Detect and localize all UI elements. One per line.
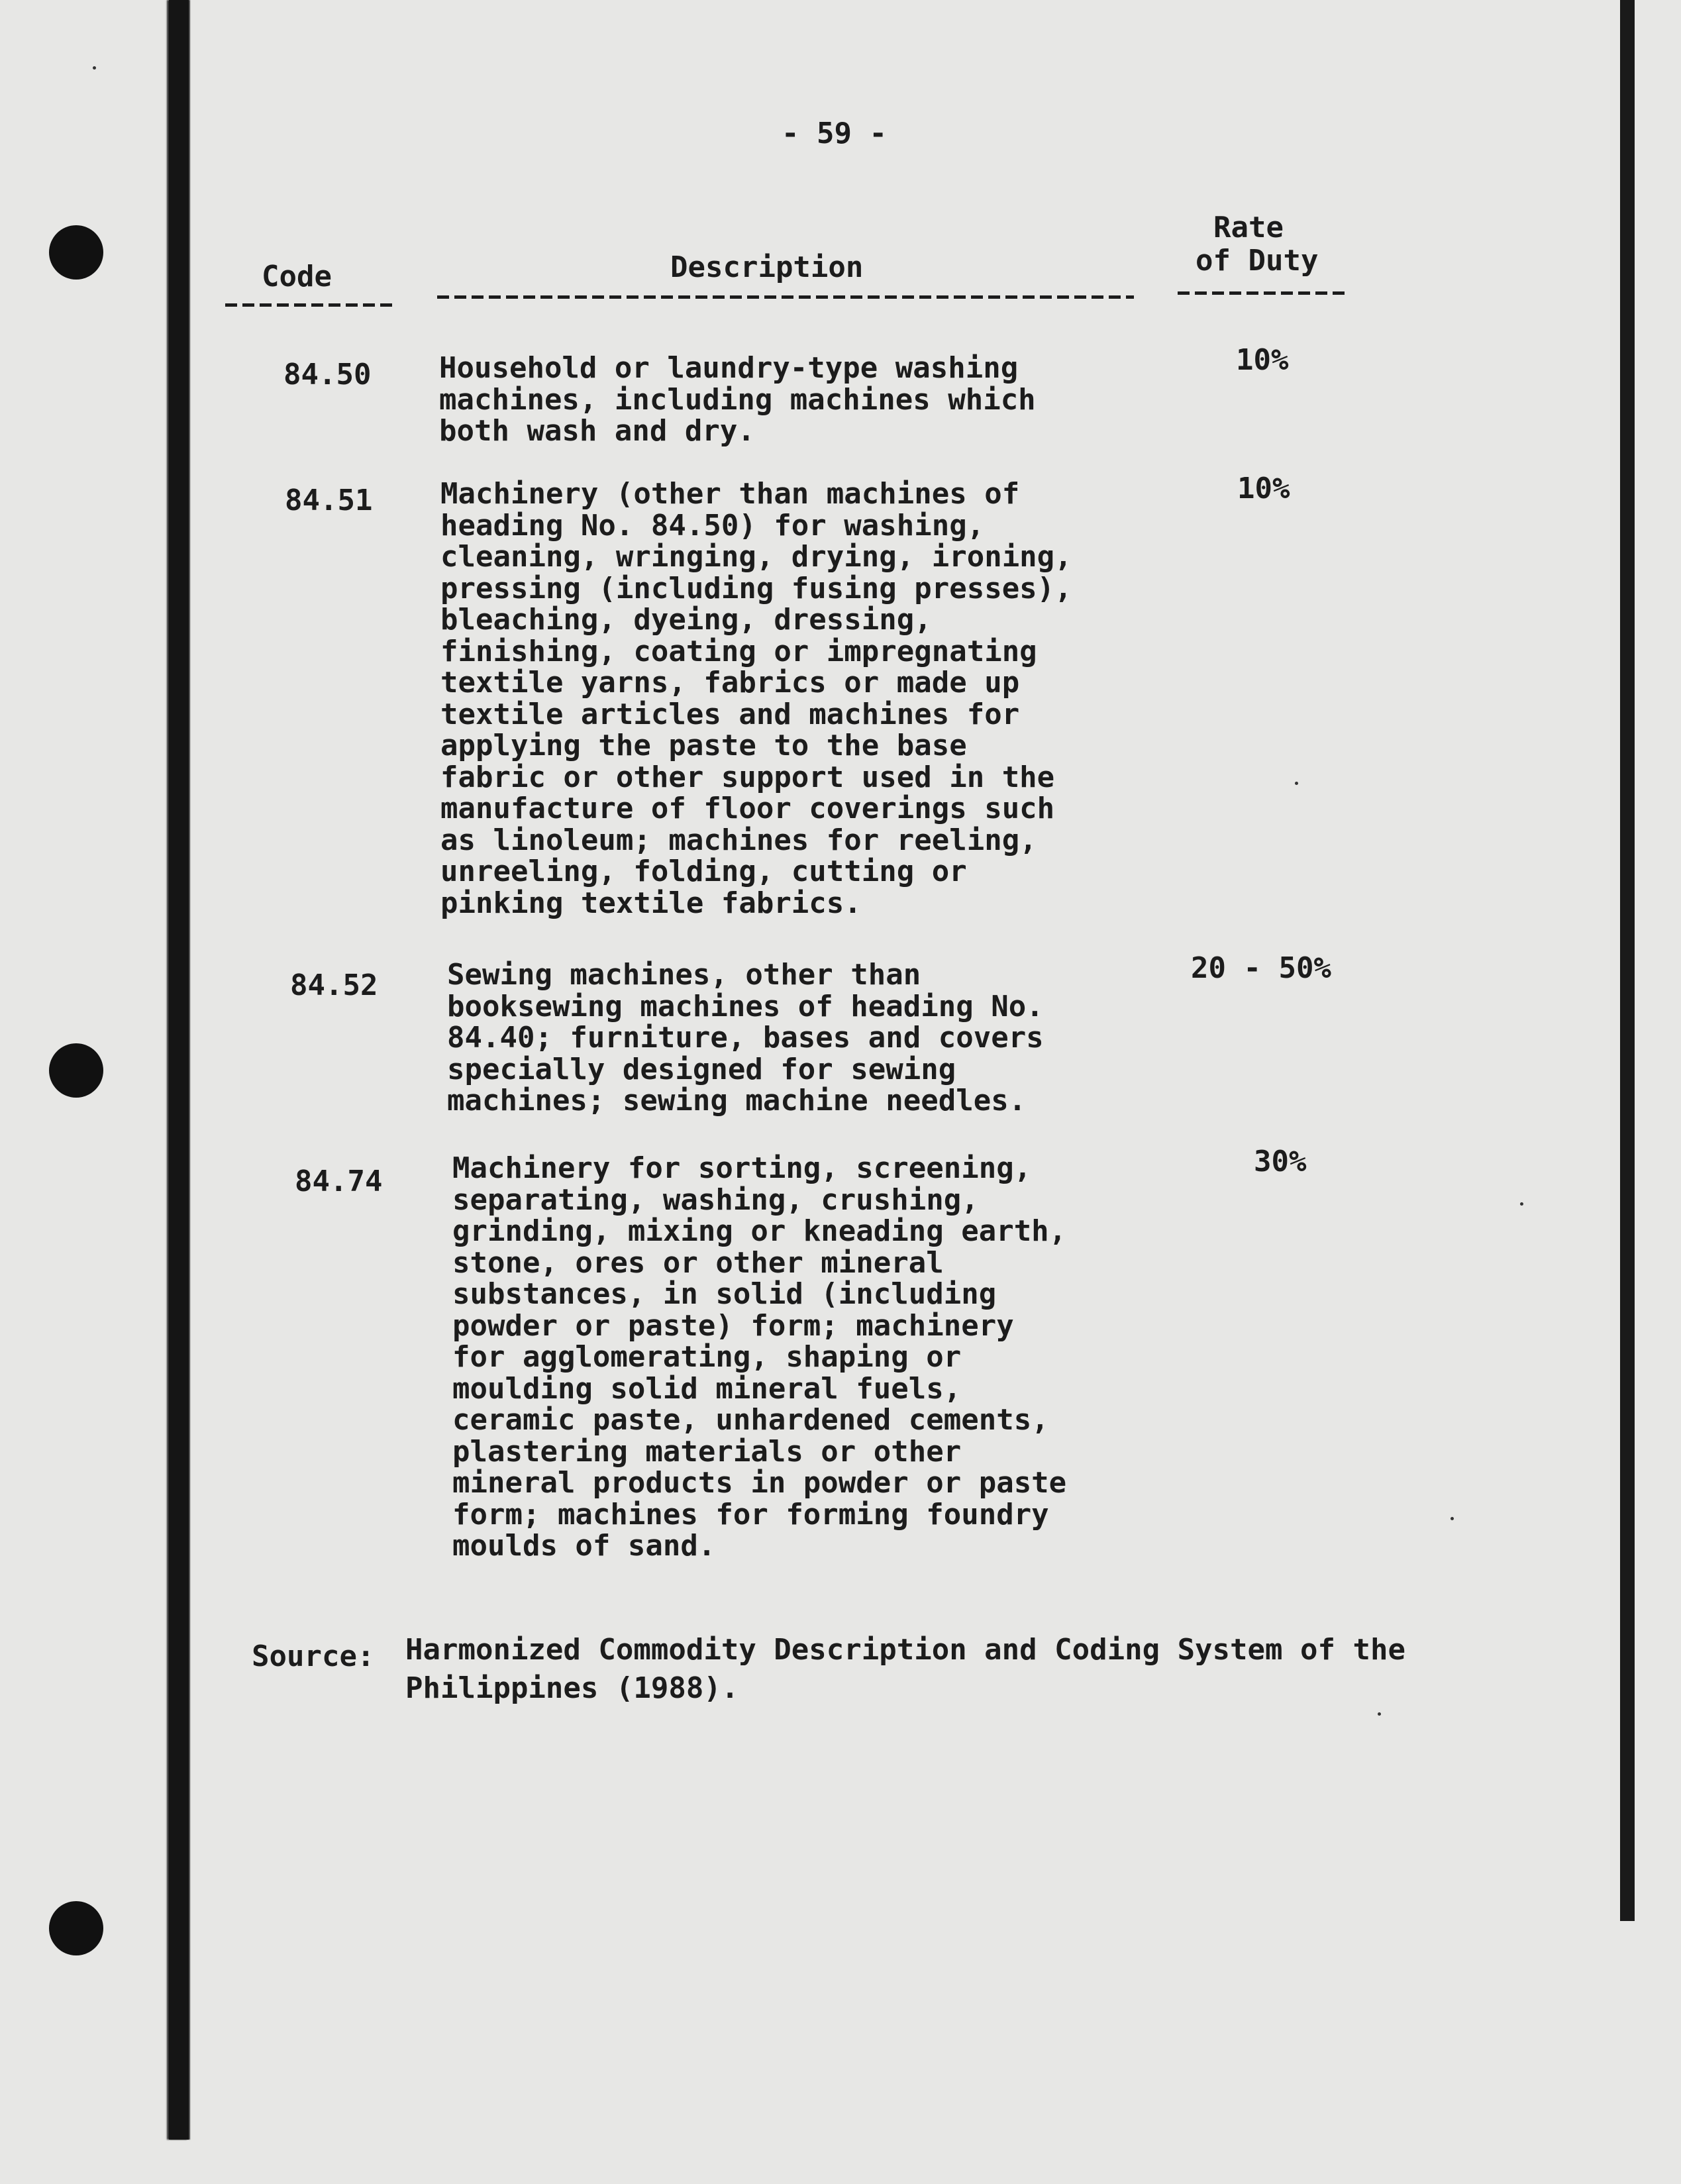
page-number: - 59 -	[782, 117, 887, 150]
row-rate: 30%	[1254, 1145, 1307, 1178]
description-line: mineral products in powder or paste	[452, 1466, 1067, 1500]
description-line: moulds of sand.	[452, 1529, 716, 1563]
speck	[1451, 1517, 1454, 1520]
description-line: unreeling, folding, cutting or	[440, 855, 967, 888]
left-margin-bar	[169, 0, 189, 2140]
row-code: 84.50	[283, 358, 372, 391]
header-description-rule	[437, 295, 1134, 299]
speck	[1378, 1712, 1381, 1716]
description-line: substances, in solid (including	[452, 1277, 997, 1311]
speck	[93, 66, 96, 70]
description-line: powder or paste) form; machinery	[452, 1308, 1014, 1343]
description-line: moulding solid mineral fuels,	[452, 1371, 962, 1406]
row-description	[452, 1153, 1194, 1562]
description-line: specially designed for sewing	[447, 1052, 956, 1086]
header-code-rule	[225, 303, 395, 307]
row-code: 84.51	[285, 484, 373, 517]
description-line: Sewing machines, other than	[447, 958, 921, 992]
row-rate: 10%	[1237, 472, 1290, 505]
row-description	[447, 959, 1189, 1117]
description-line: finishing, coating or impregnating	[440, 634, 1037, 668]
description-line: separating, washing, crushing,	[452, 1182, 979, 1217]
description-line: 84.40; furniture, bases and covers	[447, 1021, 1044, 1055]
description-line: as linoleum; machines for reeling,	[440, 823, 1037, 857]
description-line: machines; sewing machine needles.	[447, 1084, 1027, 1118]
description-line: pinking textile fabrics.	[440, 886, 862, 920]
description-line: Machinery for sorting, screening,	[452, 1151, 1032, 1185]
description-line: Household or laundry-type washing	[439, 351, 1019, 385]
description-line: cleaning, wringing, drying, ironing,	[440, 540, 1072, 574]
description-line: both wash and dry.	[439, 414, 755, 448]
description-line: textile articles and machines for	[440, 697, 1020, 731]
row-description	[439, 352, 1181, 447]
punch-hole-top	[49, 225, 103, 280]
header-rate-rule	[1178, 291, 1347, 295]
speck	[1295, 782, 1298, 785]
source-citation	[405, 1631, 1598, 1708]
description-line: textile yarns, fabrics or made up	[440, 666, 1020, 700]
description-line: fabric or other support used in the	[440, 760, 1055, 794]
description-line: applying the paste to the base	[440, 729, 967, 762]
description-line: pressing (including fusing presses),	[440, 571, 1072, 605]
speck	[1520, 1202, 1523, 1206]
description-line: plastering materials or other	[452, 1434, 962, 1469]
header-description: Description	[670, 250, 864, 284]
description-line: stone, ores or other mineral	[452, 1245, 944, 1280]
row-code: 84.52	[290, 968, 378, 1002]
row-code: 84.74	[295, 1165, 383, 1198]
punch-hole-middle	[49, 1043, 103, 1098]
description-line: form; machines for forming foundry	[452, 1497, 1049, 1532]
description-line: grinding, mixing or kneading earth,	[452, 1214, 1067, 1248]
header-rate-line2: of Duty	[1196, 244, 1319, 278]
row-rate: 20 - 50%	[1191, 951, 1331, 985]
source-line: Philippines (1988).	[405, 1671, 739, 1705]
description-line: manufacture of floor coverings such	[440, 792, 1055, 825]
source-label: Source:	[252, 1639, 375, 1673]
description-line: heading No. 84.50) for washing,	[440, 508, 985, 543]
description-line: ceramic paste, unhardened cements,	[452, 1403, 1049, 1437]
source-line: Harmonized Commodity Description and Coding System of the	[405, 1633, 1405, 1667]
header-code: Code	[262, 260, 332, 293]
description-line: booksewing machines of heading No.	[447, 989, 1044, 1023]
punch-hole-bottom	[49, 1901, 103, 1955]
description-line: bleaching, dyeing, dressing,	[440, 603, 932, 637]
description-line: Machinery (other than machines of	[440, 477, 1020, 511]
description-line: machines, including machines which	[439, 382, 1036, 417]
right-margin-bar	[1620, 0, 1635, 1921]
description-line: for agglomerating, shaping or	[452, 1340, 962, 1374]
row-description	[440, 478, 1182, 919]
row-rate: 10%	[1236, 343, 1289, 377]
header-rate-line1: Rate	[1213, 211, 1284, 244]
